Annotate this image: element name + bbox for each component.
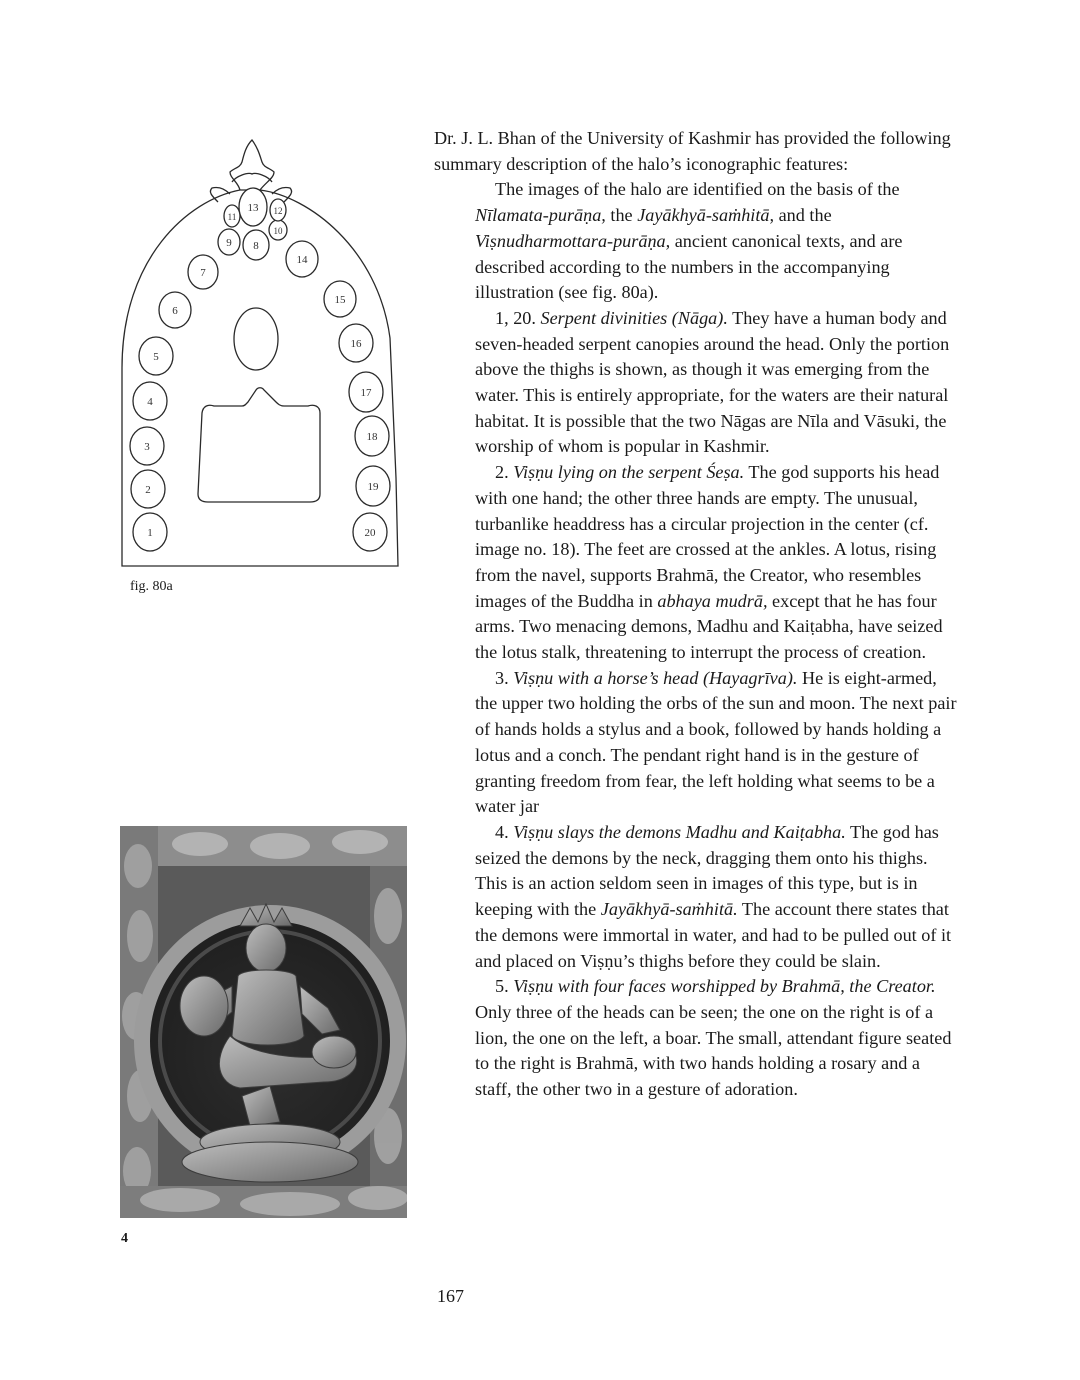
plate-number: 4 xyxy=(121,1231,128,1246)
position-4-label: 4 xyxy=(147,396,153,408)
relief-photograph xyxy=(120,826,407,1218)
position-6-label: 6 xyxy=(172,305,178,317)
position-13-label: 13 xyxy=(247,202,259,214)
position-1-label: 1 xyxy=(147,527,153,539)
position-9-label: 9 xyxy=(226,237,232,249)
entry-4: 4. Viṣṇu slays the demons Madhu and Kaiṭabha. The god has seized the demons by the neck, dragging them onto his thighs. This is an action seldom seen in images of this type, but is in keeping with the Jayākhyā-saṁhitā. The account there states that the demons were immortal in water, and had to be pulled out of it and placed on Viṣṇu’s thighs before they could be slain. xyxy=(475,821,952,971)
center-oval xyxy=(234,308,278,370)
position-12-label: 12 xyxy=(273,206,283,216)
finial xyxy=(230,140,274,190)
position-11-label: 11 xyxy=(227,212,237,222)
block-quotation xyxy=(475,177,959,1102)
position-8-label: 8 xyxy=(253,240,259,252)
position-20-label: 20 xyxy=(364,527,376,539)
halo-diagram xyxy=(108,138,408,578)
throne-outline xyxy=(198,388,320,502)
position-2-label: 2 xyxy=(145,484,151,496)
position-16-label: 16 xyxy=(350,338,362,350)
position-14-label: 14 xyxy=(296,254,308,266)
quote-paragraph-intro: The images of the halo are identified on the basis of the Nīlamata-purāṇa, the Jayākhyā-saṁhitā, and the Viṣnudharmottara-purāṇa, ancient canonical texts, and are described according to the numbers in the accompanying illustration (see fig. 80a). xyxy=(475,179,903,303)
page-number: 167 xyxy=(437,1286,464,1306)
entry-1-20: 1, 20. Serpent divinities (Nāga). They have a human body and seven-headed serpent canopies around the head. Only the portion above the thighs is shown, as though it was emerging from the water. This is entirely appropriate, for the waters are their natural habitat. It is possible that the two Nāgas are Nīla and Vāsuki, the worship of whom is popular in Kashmir. xyxy=(475,307,950,457)
intro-paragraph: Dr. J. L. Bhan of the University of Kashmir has provided the following summary description of the halo’s iconographic features: xyxy=(434,128,951,174)
entry-2: 2. Viṣṇu lying on the serpent Śeṣa. The god supports his head with one hand; the other three hands are empty. The unusual, turbanlike headdress has a circular projection in the center (cf. image no. 18). The feet are crossed at the ankles. A lotus, rising from the navel, supports Brahmā, the Creator, who resembles images of the Buddha in abhaya mudrā, except that he has four arms. Two menacing demons, Madhu and Kaiṭabha, have seized the lotus stalk, threatening to interrupt the process of creation. xyxy=(475,462,943,663)
position-3-label: 3 xyxy=(144,441,150,453)
figure-caption: fig. 80a xyxy=(130,579,173,594)
position-17-label: 17 xyxy=(360,387,372,399)
entry-5: 5. Viṣṇu with four faces worshipped by Brahmā, the Creator. Only three of the heads can be seen; the one on the right is of a lion, the one on the left, a boar. The small, attendant figure seated to the right is Brahmā, with two hands holding a rosary and a staff, the other two in a gesture of adoration. xyxy=(475,976,952,1100)
position-19-label: 19 xyxy=(367,481,379,493)
text-column xyxy=(434,126,959,1103)
entry-3: 3. Viṣṇu with a horse’s head (Hayagrīva). He is eight-armed, the upper two holding the orbs of the sun and moon. The next pair of hands holds a stylus and a book, followed by hands holding a lotus and a conch. The pendant right hand is in the gesture of granting freedom from fear, the left holding what seems to be a water jar xyxy=(475,667,957,817)
position-5-label: 5 xyxy=(153,351,159,363)
position-18-label: 18 xyxy=(366,431,378,443)
position-15-label: 15 xyxy=(334,294,346,306)
position-7-label: 7 xyxy=(200,267,206,279)
position-10-label: 10 xyxy=(273,226,283,236)
